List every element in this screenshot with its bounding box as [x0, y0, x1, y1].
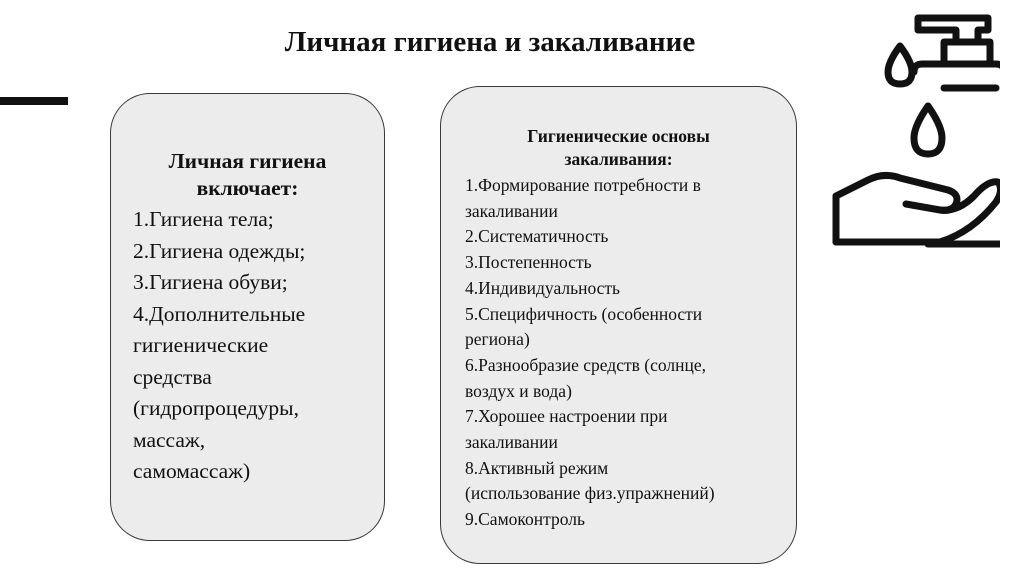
list-item: гигиенические	[133, 333, 269, 357]
list-item: 1.Формирование потребности в	[465, 175, 701, 195]
list-item: (гидропроцедуры,	[133, 396, 299, 420]
list-item: средства	[133, 364, 212, 389]
decorative-dash	[0, 97, 68, 105]
list-item: (использование физ.упражнений)	[465, 483, 715, 504]
list-item: 4.Индивидуальность	[465, 277, 621, 298]
heading-line: Личная гигиена	[168, 149, 327, 173]
list-item: 8.Активный режим	[465, 457, 609, 478]
list-item: региона)	[465, 329, 530, 350]
list-item: 1.Гигиена тела;	[133, 207, 274, 231]
slide-title: Личная гигиена и закаливание	[284, 26, 696, 58]
list-item: закаливании	[465, 200, 558, 221]
personal-hygiene-card	[110, 93, 385, 541]
heading-line: включает:	[196, 176, 299, 200]
list-item: 4.Дополнительные	[133, 301, 306, 326]
heading-line: Гигиенические основы	[527, 126, 710, 146]
list-item: 3.Гигиена обуви;	[133, 270, 288, 294]
hardening-basics-card	[440, 86, 797, 564]
hardening-basics-list	[465, 173, 790, 533]
soap-dispenser-hand-icon	[828, 6, 1000, 250]
list-item: закаливании	[465, 432, 558, 453]
list-item: 2.Систематичность	[465, 226, 609, 247]
list-item: 5.Специфичность (особенности	[465, 303, 703, 324]
list-item: 2.Гигиена одежды;	[133, 238, 306, 263]
list-item: самомассаж)	[133, 459, 251, 483]
list-item: 7.Хорошее настроении при	[465, 406, 668, 427]
list-item: 3.Постепенность	[465, 252, 592, 273]
list-item: воздух и вода)	[465, 380, 572, 401]
list-item: 9.Самоконтроль	[465, 509, 585, 530]
hardening-basics-heading	[465, 125, 790, 171]
personal-hygiene-heading	[133, 148, 378, 202]
list-item: 6.Разнообразие средств (солнце,	[465, 354, 706, 375]
heading-line: закаливания:	[564, 149, 673, 169]
list-item: массаж,	[133, 427, 206, 452]
personal-hygiene-list	[133, 204, 378, 488]
